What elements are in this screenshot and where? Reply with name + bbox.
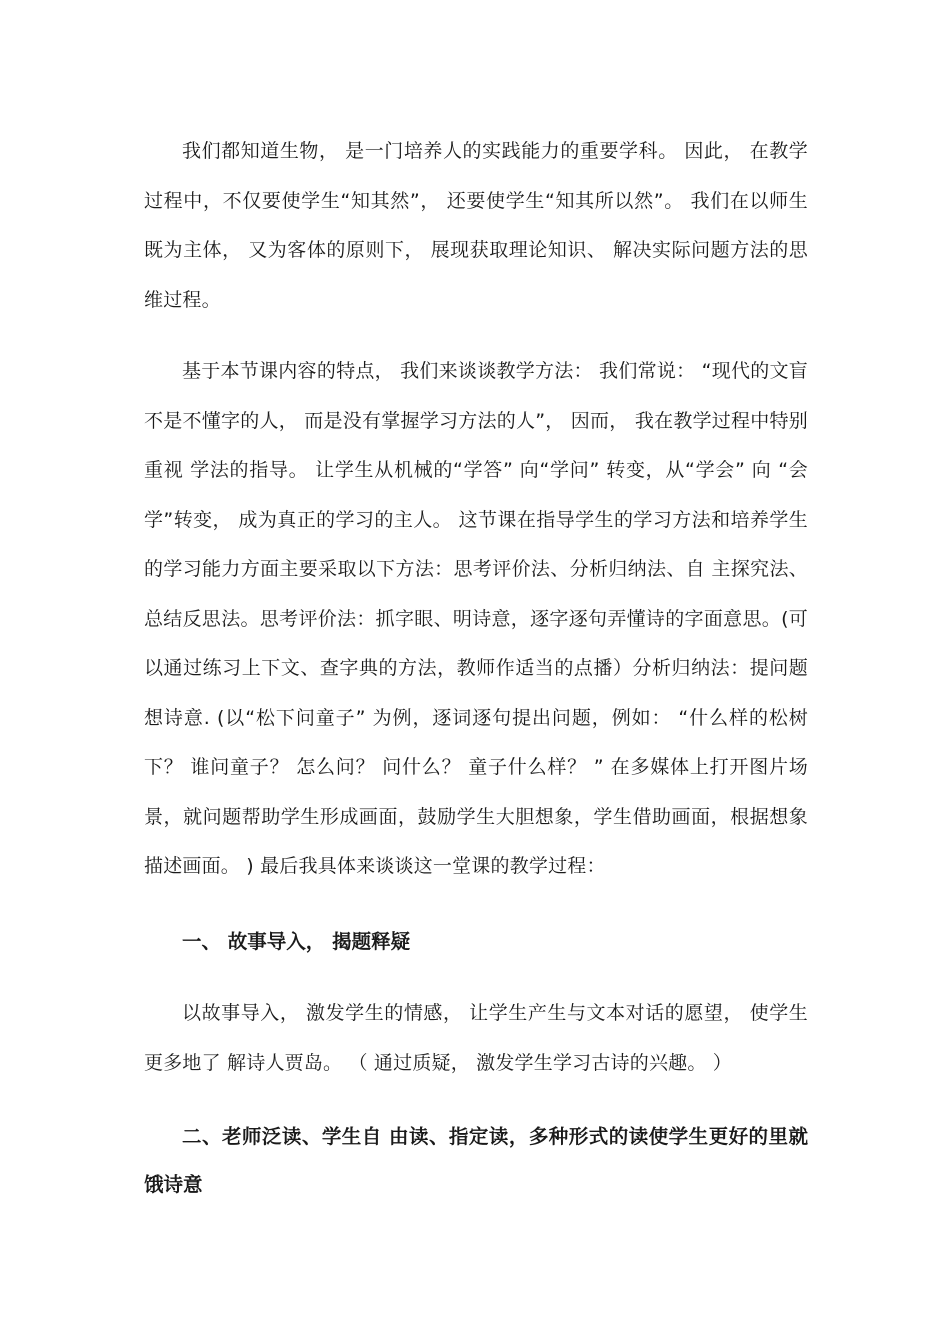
body-paragraph: 我们都知道生物， 是一门培养人的实践能力的重要学科。 因此， 在教学过程中，不仅要使学生“知其然”， 还要使学生“知其所以然”。 我们在以师生既为主体， 又为客体的原则下， 展现获取理论知识、 解决实际问题方法的思维过程。 [144,140,808,311]
section-heading: 二、老师泛读、学生自 由读、指定读，多种形式的读使学生更好的里就饿诗意 [144,1125,808,1196]
body-paragraph: 以故事导入， 激发学生的情感， 让学生产生与文本对话的愿望， 使学生更多地了 解诗人贾岛。 （ 通过质疑， 激发学生学习古诗的兴趣。 ） [144,1002,808,1074]
section-heading: 一、 故事导入， 揭题释疑 [182,930,411,953]
body-paragraph: 基于本节课内容的特点， 我们来谈谈教学方法： 我们常说： “现代的文盲不是不懂字的人， 而是没有掌握学习方法的人”， 因而， 我在教学过程中特别重视 学法的指导。 让学生从机械的“学答” 向“学问” 转变，从“学会” 向 “会学”转变， 成为真正的学习的主人。 这节课在指导学生的学习方法和培养学生的学习能力方面主要采取以下方法：思考评价法、分析归纳法、自 主探究法、总结反思法。思考评价法：抓字眼、明诗意，逐字逐句弄懂诗的字面意思。(可以通过练习上下文、查字典的方法，教师作适当的点播）分析归纳法：提问题 想诗意. (以“松下问童子” 为例，逐词逐句提出问题，例如： “什么样的松树下？ 谁问童子？ 怎么问？ 问什么？ 童子什么样？ ” 在多媒体上打开图片场景，就问题帮助学生形成画面，鼓励学生大胆想象，学生借助画面，根据想象描述画面。 ) 最后我具体来谈谈这一堂课的教学过程： [144,360,808,877]
